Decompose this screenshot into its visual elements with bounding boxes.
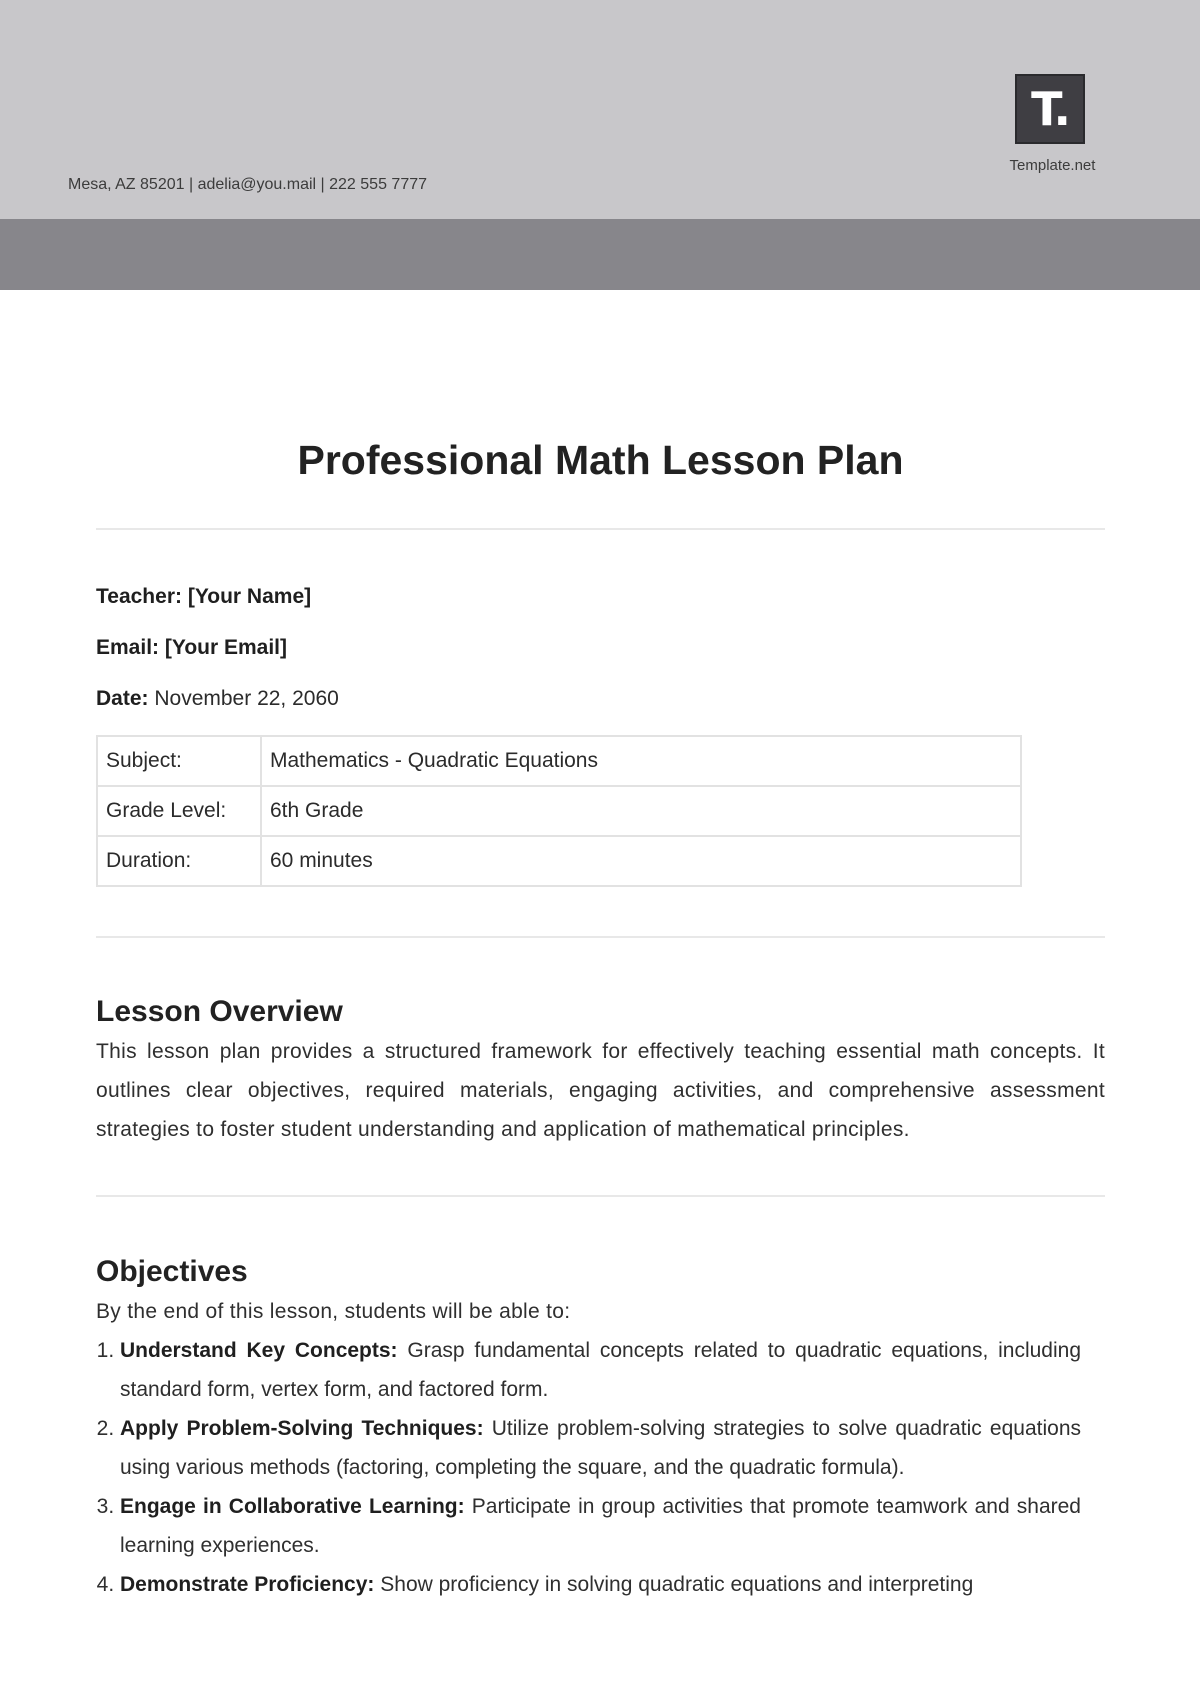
list-item	[120, 1331, 1081, 1409]
document-body	[96, 430, 1105, 1604]
objective-text: Grasp fundamental concepts related to quadratic equations, including standard form, vertex form, and factored form.	[120, 1339, 1082, 1401]
teacher-label: Teacher:	[96, 585, 182, 608]
email-label: Email:	[96, 636, 160, 659]
objectives-list	[96, 1331, 1081, 1604]
objective-title: Demonstrate Proficiency:	[120, 1573, 375, 1596]
date-line	[96, 685, 1105, 713]
teacher-value: [Your Name]	[187, 585, 312, 608]
table-row	[97, 736, 1021, 786]
table-cell-label: Duration:	[97, 836, 261, 886]
header-band	[0, 0, 1200, 219]
objective-title: Engage in Collaborative Learning:	[120, 1495, 465, 1518]
list-item	[120, 1565, 1081, 1604]
table-cell-label: Grade Level:	[97, 786, 261, 836]
email-value: [Your Email]	[164, 636, 287, 659]
objective-text: Participate in group activities that promote teamwork and shared learning experiences.	[120, 1495, 1081, 1557]
table-cell-value: 6th Grade	[261, 786, 1021, 836]
logo-letter: T.	[1031, 82, 1069, 136]
logo-caption: Template.net	[1009, 157, 1096, 174]
section-heading-objectives: Objectives	[96, 1255, 248, 1288]
logo	[1015, 74, 1085, 144]
overview-text: This lesson plan provides a structured framework for effectively teaching essential math concepts. It outlines clear objectives, required materials, engaging activities, and comprehensive assessment strategies to foster student understanding and application of mathematical principles.	[96, 1040, 1105, 1141]
section-heading-overview: Lesson Overview	[96, 995, 343, 1028]
teacher-line	[96, 583, 1105, 611]
objective-title: Understand Key Concepts:	[120, 1339, 398, 1362]
table-cell-value: Mathematics - Quadratic Equations	[261, 736, 1021, 786]
date-value: November 22, 2060	[154, 687, 339, 710]
header-dark-band	[0, 219, 1200, 290]
lesson-info-table	[96, 735, 1022, 887]
objective-text: Utilize problem-solving strategies to solve quadratic equations using various methods (factoring, completing the square, and the quadratic formula).	[120, 1417, 1081, 1479]
objective-title: Apply Problem-Solving Techniques:	[120, 1417, 484, 1440]
date-label: Date:	[96, 687, 149, 710]
table-cell-label: Subject:	[97, 736, 261, 786]
list-item	[120, 1487, 1081, 1565]
table-row	[97, 836, 1021, 886]
objectives-intro: By the end of this lesson, students will be able to:	[96, 1300, 571, 1323]
email-line	[96, 634, 1105, 662]
table-row	[97, 786, 1021, 836]
list-item	[120, 1409, 1081, 1487]
page-title: Professional Math Lesson Plan	[297, 437, 904, 483]
header-contact: Mesa, AZ 85201 | adelia@you.mail | 222 555 7777	[68, 176, 428, 193]
table-cell-value: 60 minutes	[261, 836, 1021, 886]
objective-text: Show proficiency in solving quadratic equations and interpreting	[380, 1573, 974, 1596]
